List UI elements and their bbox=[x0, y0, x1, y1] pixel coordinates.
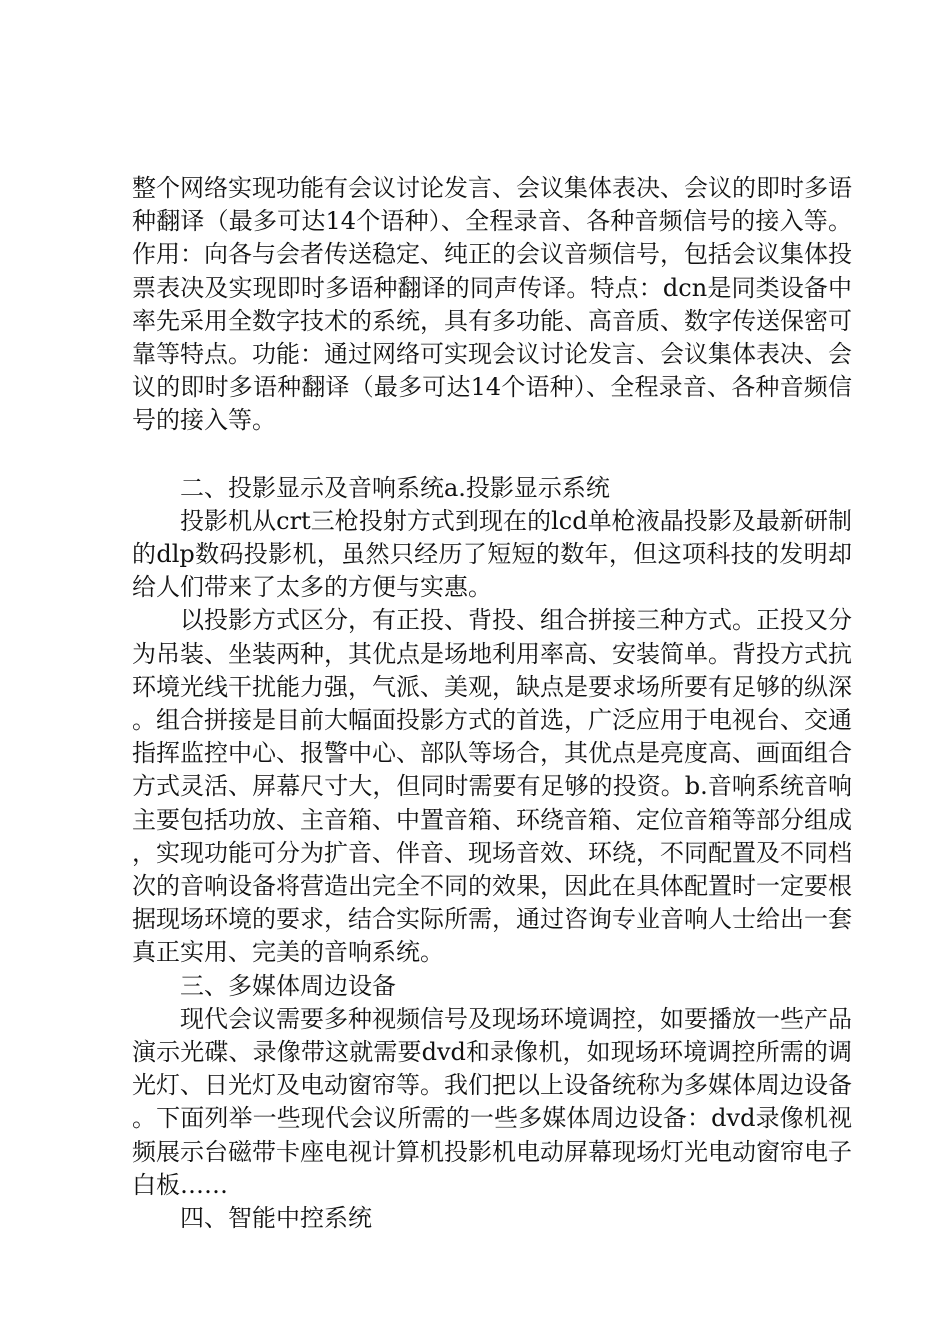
paragraph-dcn-features: 整个网络实现功能有会议讨论发言、会议集体表决、会议的即时多语种翻译（最多可达14个语种）、全程录音、各种音频信号的接入等。作用：向各与会者传送稳定、纯正的会议音频信号，包括会议集体投票表决及实现即时多语种翻译的同声传译。特点：dcn是同类设备中率先采用全数字技术的系统，具有多功能、高音质、数字传送保密可靠等特点。功能：通过网络可实现会议讨论发言、会议集体表决、会议的即时多语种翻译（最多可达14个语种）、全程录音、各种音频信号的接入等。 bbox=[132, 174, 852, 435]
document-page bbox=[132, 172, 852, 1235]
paragraph-projector-history: 投影机从crt三枪投射方式到现在的lcd单枪液晶投影及最新研制的dlp数码投影机，虽然只经历了短短的数年，但这项科技的发明却给人们带来了太多的方便与实惠。 bbox=[132, 506, 852, 602]
section-heading-multimedia: 三、多媒体周边设备 bbox=[180, 971, 396, 1000]
section-heading-central-control: 四、智能中控系统 bbox=[180, 1204, 372, 1233]
section-heading-projection-audio: 二、投影显示及音响系统a.投影显示系统 bbox=[180, 473, 610, 502]
paragraph-projection-modes: 以投影方式区分，有正投、背投、组合拼接三种方式。正投又分为吊装、坐装两种，其优点是场地利用率高、安装简单。背投方式抗环境光线干扰能力强，气派、美观，缺点是要求场所要有足够的纵深。组合拼接是目前大幅面投影方式的首选，广泛应用于电视台、交通指挥监控中心、报警中心、部队等场合，其优点是亮度高、画面组合方式灵活、屏幕尺寸大，但同时需要有足够的投资。b.音响系统音响主要包括功放、主音箱、中置音箱、环绕音箱、定位音箱等部分组成，实现功能可分为扩音、伴音、现场音效、环绕，不同配置及不同档次的音响设备将营造出完全不同的效果，因此在具体配置时一定要根据现场环境的要求，结合实际所需，通过咨询专业音响人士给出一套真正实用、完美的音响系统。 bbox=[132, 606, 852, 967]
paragraph-multimedia-devices: 现代会议需要多种视频信号及现场环境调控，如要播放一些产品演示光碟、录像带这就需要dvd和录像机，如现场环境调控所需的调光灯、日光灯及电动窗帘等。我们把以上设备统称为多媒体周边设备。下面列举一些现代会议所需的一些多媒体周边设备：dvd录像机视频展示台磁带卡座电视计算机投影机电动屏幕现场灯光电动窗帘电子白板…… bbox=[132, 1004, 852, 1199]
